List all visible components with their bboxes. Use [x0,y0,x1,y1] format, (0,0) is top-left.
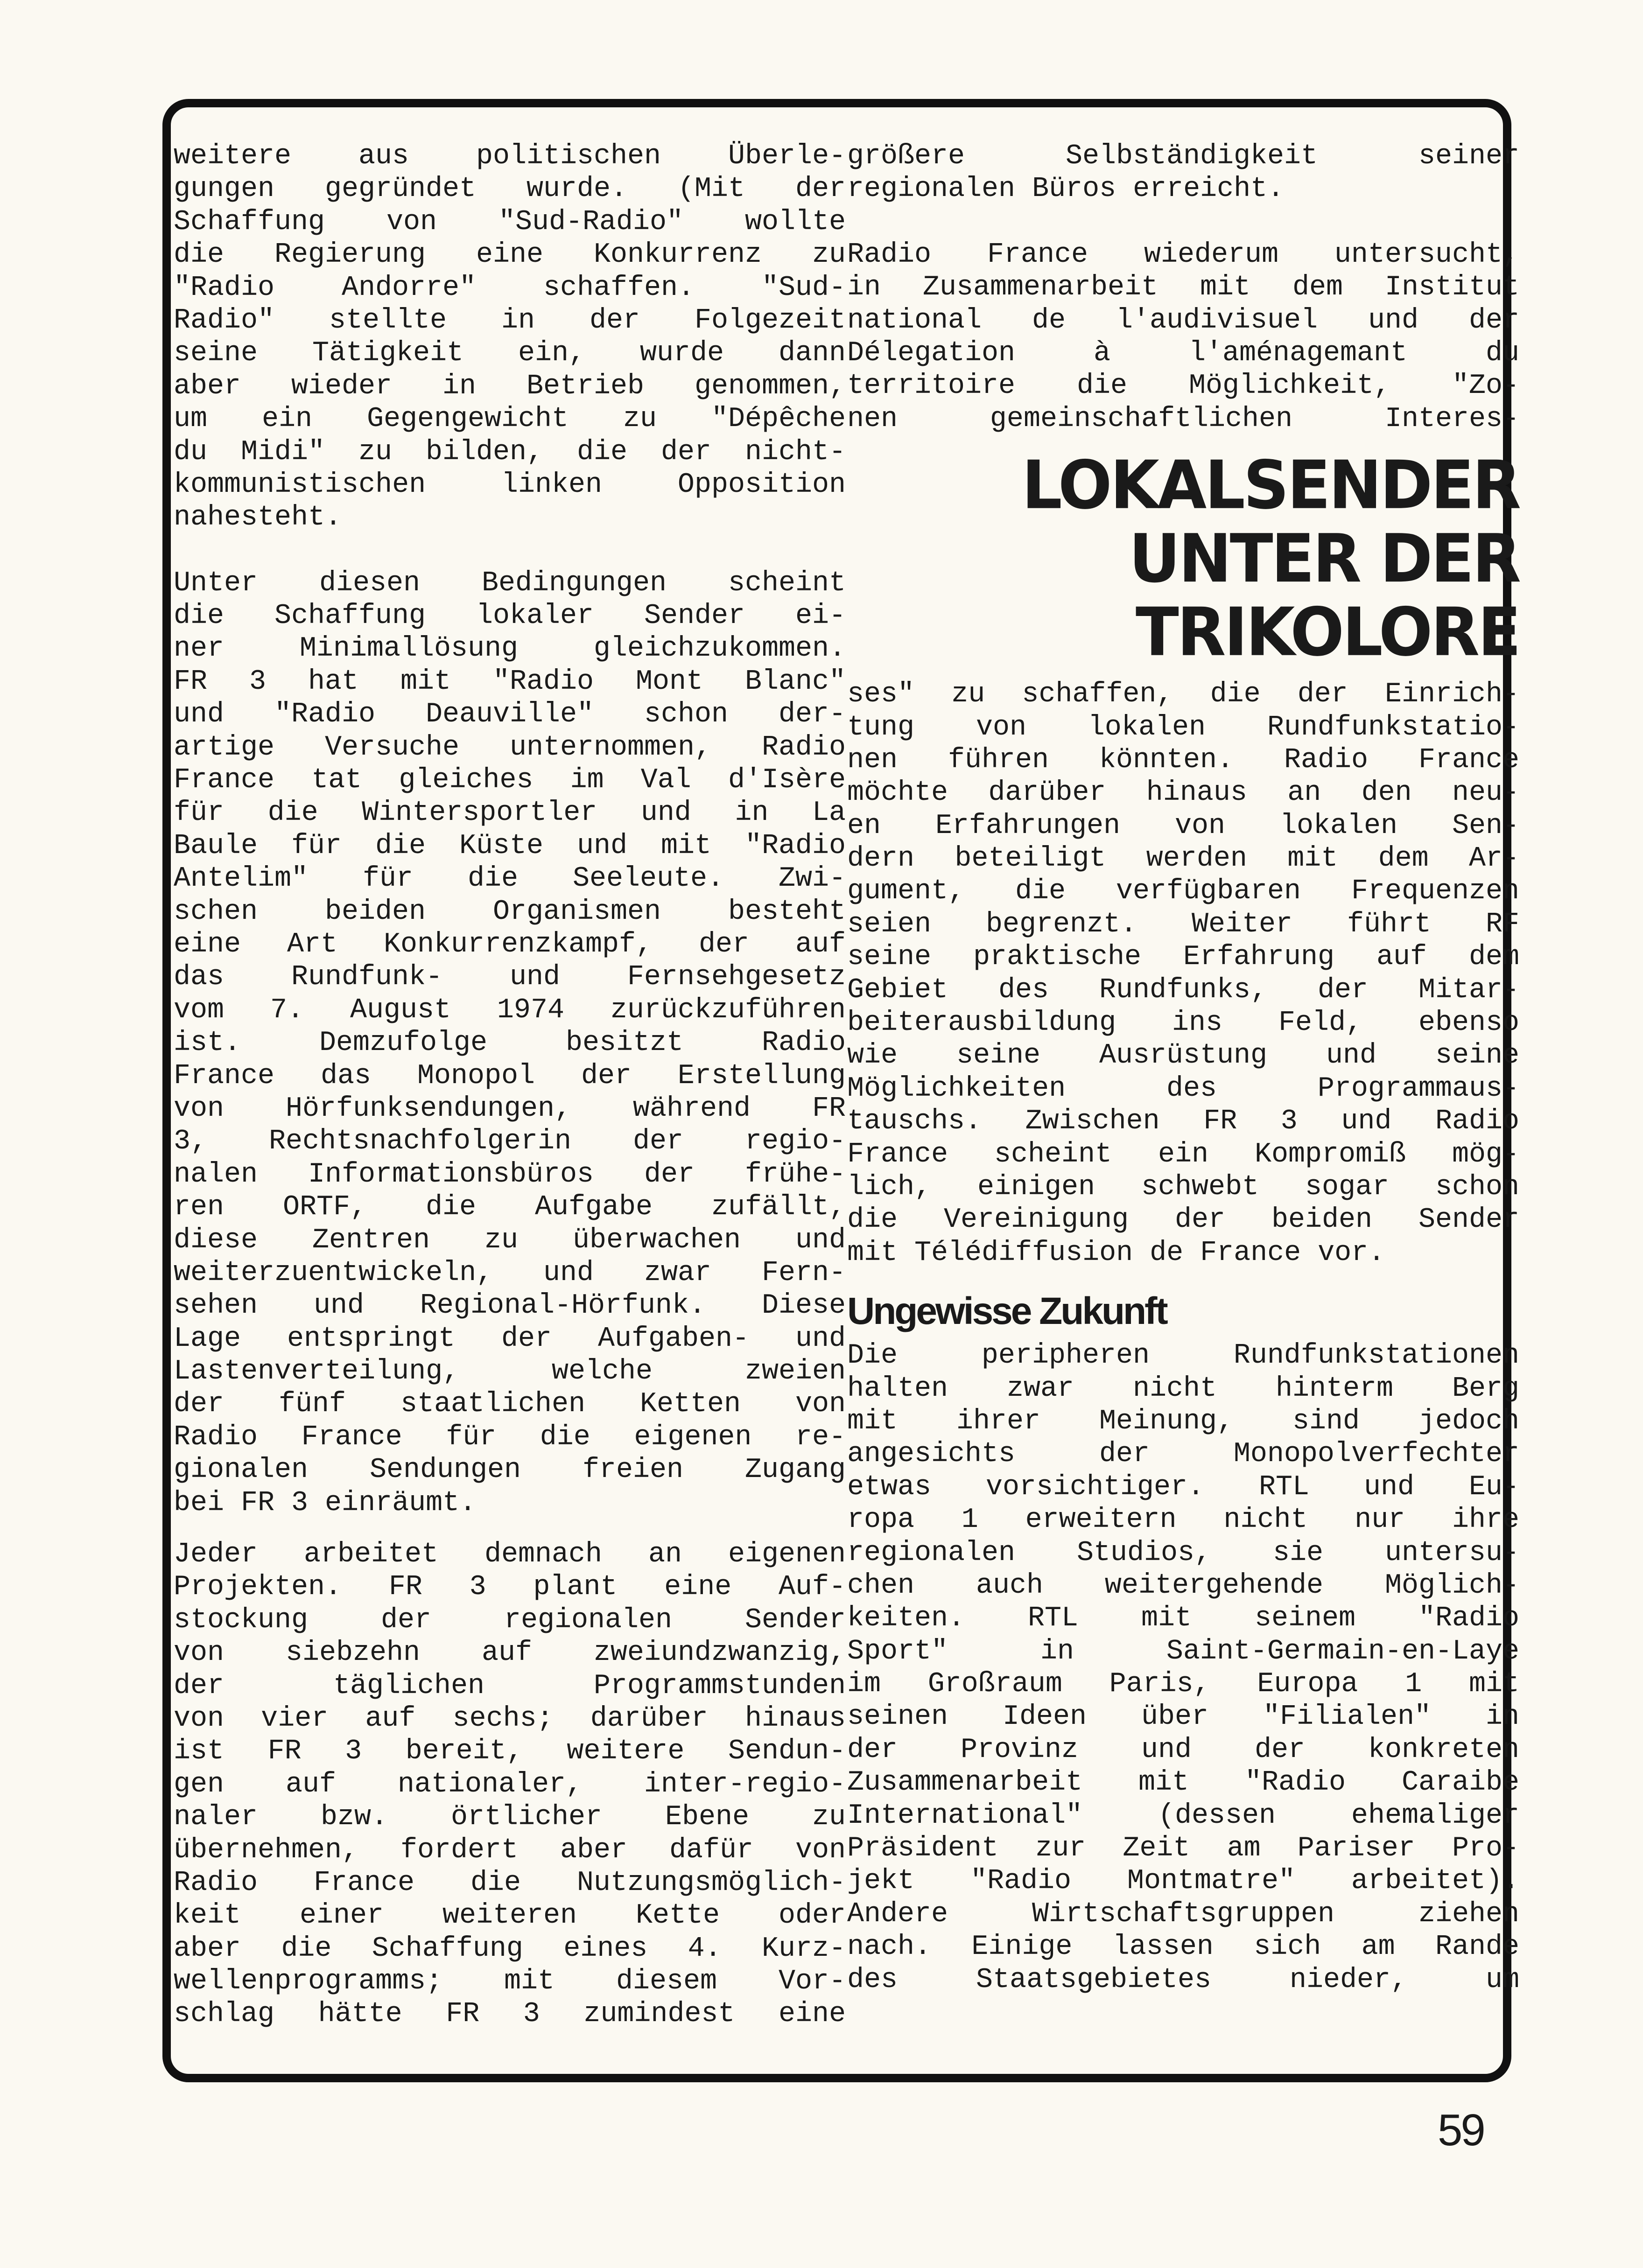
text-line: tung von lokalen Rundfunkstatio- [847,711,1519,743]
paragraph [847,678,1519,1269]
text-line: chen auch weitergehende Möglich- [847,1569,1519,1602]
text-line: sehen und Regional-Hörfunk. Diese [174,1290,846,1322]
text-line: nahesteht. [174,502,342,534]
text-line: dern beteiligt werden mit dem Ar- [847,843,1519,875]
text-line: seine Tätigkeit ein, wurde dann [174,337,846,370]
text-line: eine Art Konkurrenzkampf, der auf [174,928,846,960]
text-line: aber wieder in Betrieb genommen, [174,370,846,402]
headline-line: LOKALSENDER [1022,447,1519,525]
text-line: Radio France die Nutzungsmöglich- [174,1867,846,1899]
text-line: kommunistischen linken Opposition [174,469,846,501]
text-line: etwas vorsichtiger. RTL und Eu- [847,1471,1519,1503]
text-line: angesichts der Monopolverfechter [847,1438,1519,1470]
text-line: wellenprogramms; mit diesem Vor- [174,1966,846,1998]
text-line: artige Versuche unternommen, Radio [174,731,846,763]
text-line: das Rundfunk- und Fernsehgesetz [174,961,846,994]
text-line: France scheint ein Kompromiß mög- [847,1138,1519,1170]
text-line: ren ORTF, die Aufgabe zufällt, [174,1191,846,1224]
text-line: France das Monopol der Erstellung [174,1060,846,1092]
text-line: FR 3 hat mit "Radio Mont Blanc" [174,665,846,698]
section-subheading: Ungewisse Zukunft [847,1290,1166,1333]
text-line: Radio" stellte in der Folgezeit [174,304,846,336]
article-headline [847,449,1519,670]
text-line: keiten. RTL mit seinem "Radio [847,1603,1519,1635]
text-line: ropa 1 erweitern nicht nur ihre [847,1504,1519,1536]
text-line: Präsident zur Zeit am Pariser Pro- [847,1833,1519,1865]
text-line: weiterzuentwickeln, und zwar Fern- [174,1257,846,1289]
text-line: Radio France für die eigenen re- [174,1421,846,1453]
text-line: gungen gegründet wurde. (Mit der [174,173,846,205]
paragraph [847,1339,1519,1996]
text-line: der Provinz und der konkreten [847,1734,1519,1766]
text-line: nalen Informationsbüros der frühe- [174,1158,846,1190]
text-line: naler bzw. örtlicher Ebene zu [174,1801,846,1834]
text-line: um ein Gegengewicht zu "Dépêche [174,403,846,435]
text-line: Gebiet des Rundfunks, der Mitar- [847,974,1519,1006]
text-line: von siebzehn auf zweiundzwanzig, [174,1637,846,1669]
text-line: "Radio Andorre" schaffen. "Sud- [174,272,846,304]
text-line: für die Wintersportler und in La [174,797,846,829]
text-line: International" (dessen ehemaliger [847,1799,1519,1832]
text-line: Délegation à l'aménagemant du [847,337,1519,369]
text-line: nen gemeinschaftlichen Interes- [847,403,1519,435]
text-line: ist. Demzufolge besitzt Radio [174,1027,846,1059]
text-line: der täglichen Programmstunden [174,1670,846,1702]
text-line: 3, Rechtsnachfolgerin der regio- [174,1126,846,1158]
text-line: mit Télédiffusion de France vor. [847,1237,1385,1269]
text-line: schen beiden Organismen besteht [174,896,846,928]
text-line: bei FR 3 einräumt. [174,1487,477,1519]
text-line: seine praktische Erfahrung auf dem [847,941,1519,973]
left-column [174,140,846,2031]
text-line: schlag hätte FR 3 zumindest eine [174,1998,846,2030]
text-line: von vier auf sechs; darüber hinaus [174,1702,846,1735]
text-line: stockung der regionalen Sender [174,1604,846,1636]
text-line: weitere aus politischen Überle- [174,140,846,172]
headline-line: UNTER DER [1129,520,1519,598]
text-line: nen führen könnten. Radio France [847,744,1519,776]
text-line: mit ihrer Meinung, sind jedoch [847,1405,1519,1437]
text-line: diese Zentren zu überwachen und [174,1224,846,1256]
text-line: in Zusammenarbeit mit dem Institut [847,272,1519,304]
text-line: national de l'audivisuel und der [847,304,1519,336]
text-line: von Hörfunksendungen, während FR [174,1092,846,1125]
text-line: die Regierung eine Konkurrenz zu [174,239,846,271]
text-line: übernehmen, fordert aber dafür von [174,1834,846,1866]
text-line: Projekten. FR 3 plant eine Auf- [174,1571,846,1603]
text-line: wie seine Ausrüstung und seine [847,1040,1519,1072]
text-line: Möglichkeiten des Programmaus- [847,1072,1519,1105]
text-line: keit einer weiteren Kette oder [174,1900,846,1932]
text-line: du Midi" zu bilden, die der nicht- [174,436,846,468]
text-line: Jeder arbeitet demnach an eigenen [174,1539,846,1571]
text-line: die Schaffung lokaler Sender ei- [174,600,846,632]
text-line: im Großraum Paris, Europa 1 mit [847,1668,1519,1701]
text-line: halten zwar nicht hinterm Berg [847,1372,1519,1405]
text-line: und "Radio Deauville" schon der- [174,699,846,731]
text-line: ses" zu schaffen, die der Einrich- [847,679,1519,711]
paragraph [174,567,846,1519]
text-line: vom 7. August 1974 zurückzuführen [174,994,846,1026]
text-line: seinen Ideen über "Filialen" in [847,1701,1519,1733]
text-line: regionalen Studios, sie untersu- [847,1537,1519,1569]
text-line: en Erfahrungen von lokalen Sen- [847,810,1519,842]
text-line: ner Minimallösung gleichzukommen. [174,633,846,665]
text-line: Sport" in Saint-Germain-en-Laye [847,1635,1519,1667]
text-line: regionalen Büros erreicht. [847,173,1285,205]
text-line: möchte darüber hinaus an den neu- [847,777,1519,809]
text-line: France tat gleiches im Val d'Isère [174,764,846,797]
text-line: gionalen Sendungen freien Zugang [174,1454,846,1486]
text-line: die Vereinigung der beiden Sender [847,1204,1519,1236]
headline-line: TRIKOLORE [1135,594,1519,672]
paragraph [847,140,1519,206]
text-line: Baule für die Küste und mit "Radio [174,830,846,862]
text-line: Lastenverteilung, welche zweien [174,1356,846,1388]
paragraph [174,140,846,534]
text-line: beiterausbildung ins Feld, ebenso [847,1007,1519,1039]
text-line: territoire die Möglichkeit, "Zo- [847,370,1519,402]
text-line: Andere Wirtschaftsgruppen ziehen [847,1898,1519,1930]
text-line: des Staatsgebietes nieder, um [847,1964,1519,1996]
text-line: Radio France wiederum untersucht, [847,238,1519,271]
text-line: tauschs. Zwischen FR 3 und Radio [847,1106,1519,1138]
text-line: der fünf staatlichen Ketten von [174,1388,846,1421]
right-column [847,140,1519,1996]
text-line: jekt "Radio Montmatre" arbeitet). [847,1865,1519,1897]
paragraph [174,1538,846,2031]
text-line: gument, die verfügbaren Frequenzen [847,875,1519,908]
text-line: Schaffung von "Sud-Radio" wollte [174,206,846,238]
text-line: Antelim" für die Seeleute. Zwi- [174,863,846,895]
text-line: Zusammenarbeit mit "Radio Caraibe [847,1767,1519,1799]
page-number: 59 [1438,2105,1484,2155]
text-line: aber die Schaffung eines 4. Kurz- [174,1932,846,1965]
text-line: Unter diesen Bedingungen scheint [174,567,846,599]
text-line: lich, einigen schwebt sogar schon [847,1171,1519,1203]
text-line: ist FR 3 bereit, weitere Sendun- [174,1736,846,1768]
text-line: nach. Einige lassen sich am Rande [847,1931,1519,1963]
paragraph [847,238,1519,435]
text-line: größere Selbständigkeit seiner [847,140,1519,172]
text-line: Die peripheren Rundfunkstationen [847,1340,1519,1372]
text-line: gen auf nationaler, inter-regio- [174,1768,846,1800]
text-line: Lage entspringt der Aufgaben- und [174,1323,846,1355]
text-line: seien begrenzt. Weiter führt RF [847,908,1519,940]
